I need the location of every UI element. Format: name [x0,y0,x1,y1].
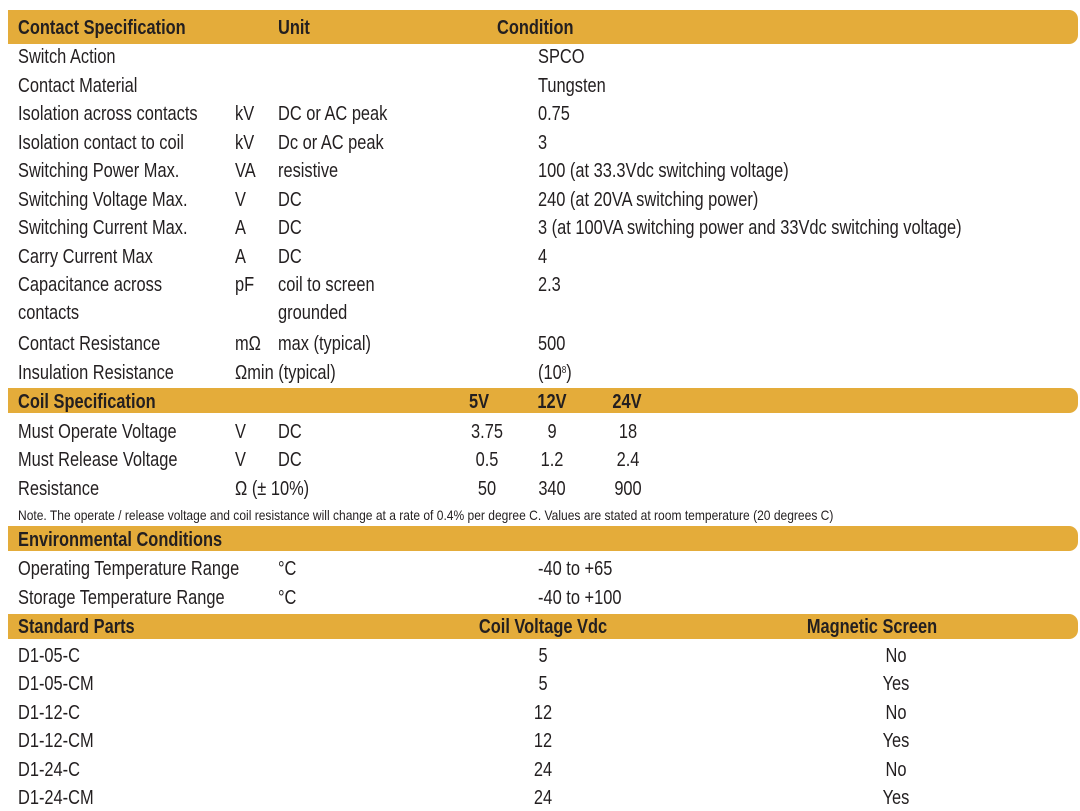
env-name: Operating Temperature Range [18,558,240,580]
spec-unit: V [235,189,246,211]
part-magnetic-screen: Yes [882,787,910,809]
contact-resistance-unit: mΩ [235,333,261,355]
insulation-value-base: (10 [538,362,562,384]
spec-condition: DC or AC peak [278,103,388,125]
coil-name: Must Release Voltage [18,449,178,471]
coil-unit: V [235,421,246,443]
insulation-value-exponent: 8 [561,365,567,376]
contact-resistance-name: Contact Resistance [18,333,161,355]
spec-condition: DC [278,217,302,239]
coil-unit: Ω (± 10%) [235,478,310,500]
spec-name: Contact Material [18,75,138,97]
spec-value: 3 (at 100VA switching power and 33Vdc switching voltage) [538,217,962,239]
part-magnetic-screen: No [885,701,907,724]
capacitance-value: 2.3 [538,274,561,296]
capacitance-unit: pF [235,274,255,296]
coil-name: Resistance [18,478,100,500]
coil-value-12v: 9 [547,421,557,443]
coil-value-5v: 50 [477,478,497,500]
spec-unit: A [235,217,246,239]
condition-heading: Condition [497,17,574,39]
ohm-symbol: Ω [235,362,248,384]
spec-name: Switching Voltage Max. [18,189,188,211]
spec-value: 240 (at 20VA switching power) [538,189,759,211]
spec-value: Tungsten [538,75,606,97]
coil-value-5v: 0.5 [475,449,499,471]
spec-value: 0.75 [538,103,570,125]
spec-unit: VA [235,160,256,182]
part-number: D1-12-CM [18,730,94,753]
spec-unit: A [235,246,246,268]
part-coil-voltage: 12 [533,730,553,753]
coil-value-5v: 3.75 [471,421,503,443]
part-magnetic-screen: Yes [882,673,910,696]
capacitance-cond-line2: grounded [278,302,348,324]
part-coil-voltage: 24 [533,758,553,781]
insulation-cond: min (typical) [247,362,336,384]
capacitance-name-line1: Capacitance across [18,274,163,296]
coil-value-24v: 2.4 [616,449,640,471]
spec-name: Carry Current Max [18,246,153,268]
coil-voltage-heading: Coil Voltage Vdc [478,616,608,638]
parts-heading: Standard Parts [18,616,135,638]
magnetic-screen-heading: Magnetic Screen [806,616,938,638]
coil-note: Note. The operate / release voltage and coil resistance will change at a rate of 0.4% per degree C. Values are stated at room temperature (20 degrees C) [18,507,834,523]
part-magnetic-screen: No [885,645,907,667]
part-coil-voltage: 12 [533,701,553,724]
spec-name: Isolation across contacts [18,103,198,125]
env-unit: °C [278,558,297,580]
part-coil-voltage: 24 [533,787,553,809]
capacitance-cond-line1: coil to screen [278,274,375,296]
spec-name: Switch Action [18,46,116,68]
spec-condition: resistive [278,160,339,182]
insulation-resistance-name: Insulation Resistance [18,362,174,384]
spec-name: Isolation contact to coil [18,132,184,154]
coil-value-24v: 18 [618,421,638,443]
spec-unit: kV [235,132,255,154]
spec-value: 100 (at 33.3Vdc switching voltage) [538,160,789,182]
coil-value-12v: 340 [538,478,566,500]
spec-unit: kV [235,103,255,125]
part-number: D1-05-CM [18,673,94,696]
coil-value-24v: 900 [614,478,642,500]
coil-value-12v: 1.2 [540,449,564,471]
part-number: D1-05-C [18,645,80,667]
coil-condition: DC [278,421,302,443]
part-number: D1-24-CM [18,787,94,809]
spec-value: 3 [538,132,548,154]
contact-spec-heading: Contact Specification [18,17,186,39]
coil-spec-heading: Coil Specification [18,391,156,413]
spec-value: SPCO [538,46,585,68]
coil-condition: DC [278,449,302,471]
env-unit: °C [278,587,297,609]
insulation-value-close: ) [566,362,572,384]
insulation-resistance-unit [235,360,336,386]
spec-condition: Dc or AC peak [278,132,384,154]
coil-12v-heading: 12V [537,391,567,413]
environment-heading: Environmental Conditions [18,529,223,551]
env-name: Storage Temperature Range [18,587,225,609]
part-magnetic-screen: No [885,758,907,781]
spec-value: 4 [538,246,548,268]
env-value: -40 to +65 [538,558,613,580]
coil-unit: V [235,449,246,471]
part-number: D1-12-C [18,701,80,724]
spec-name: Switching Power Max. [18,160,180,182]
coil-24v-heading: 24V [612,391,642,413]
contact-resistance-cond: max (typical) [278,333,371,355]
part-magnetic-screen: Yes [882,730,910,753]
part-number: D1-24-C [18,758,80,781]
coil-5v-heading: 5V [468,391,490,413]
capacitance-name-line2: contacts [18,302,80,324]
part-coil-voltage: 5 [538,673,548,696]
spec-condition: DC [278,246,302,268]
coil-name: Must Operate Voltage [18,421,177,443]
contact-resistance-value: 500 [538,333,566,355]
part-coil-voltage: 5 [538,645,548,667]
unit-heading: Unit [278,17,310,39]
spec-name: Switching Current Max. [18,217,188,239]
insulation-resistance-value [538,360,572,386]
spec-condition: DC [278,189,302,211]
env-value: -40 to +100 [538,587,622,609]
